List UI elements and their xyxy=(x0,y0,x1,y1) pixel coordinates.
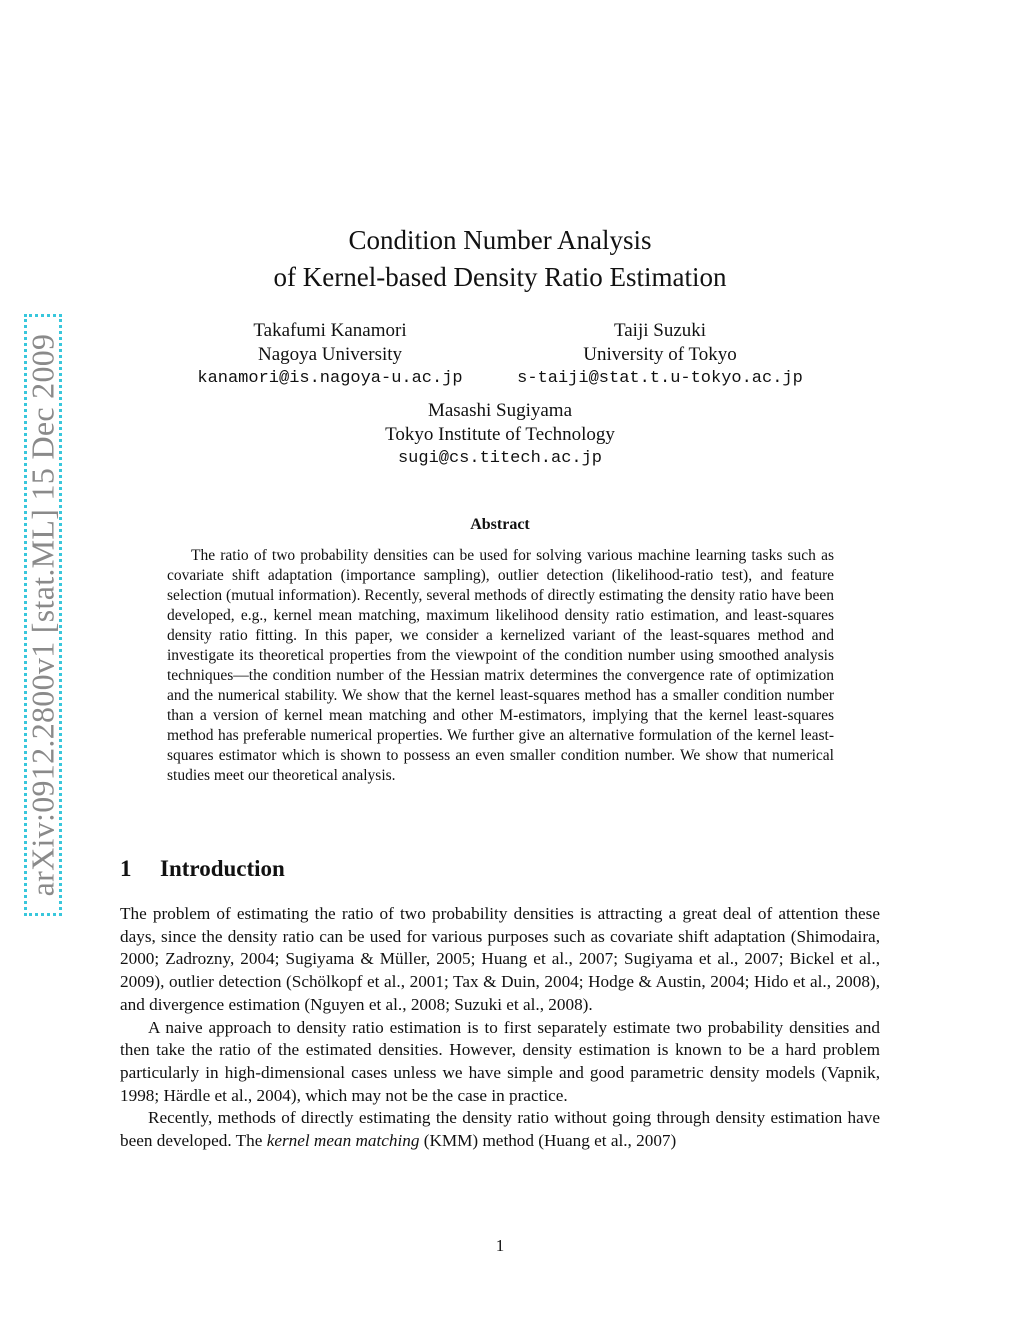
paragraph-3-end: (KMM) method (Huang et al., 2007) xyxy=(419,1131,677,1151)
page-number: 1 xyxy=(495,1236,505,1255)
section-number: 1 xyxy=(120,856,132,881)
author-block-3 xyxy=(320,399,680,471)
author-email[interactable]: s-taiji@stat.t.u-tokyo.ac.jp xyxy=(517,369,803,388)
author-affiliation: Nagoya University xyxy=(257,344,403,365)
author-email[interactable]: sugi@cs.titech.ac.jp xyxy=(397,449,603,468)
title-line-2: of Kernel-based Density Ratio Estimation xyxy=(273,262,727,292)
section-heading xyxy=(120,856,285,882)
author-name: Taiji Suzuki xyxy=(613,320,707,341)
paragraph-2: A naive approach to density ratio estimation is to first separately estimate two probability densities and then take the ratio of the estimated densities. However, density estimation is known to be a hard problem particularly in high-dimensional cases unless we have simple and good parametric density models (Vapnik, 1998; Härdle et al., 2004), which may not be the case in practice. xyxy=(120,1017,880,1105)
author-name: Masashi Sugiyama xyxy=(427,400,573,421)
paragraph-1: The problem of estimating the ratio of two probability densities is attracting a great deal of attention these days, since the density ratio can be used for various purposes such as covariate shift adaptation (Shimodaira, 2000; Zadrozny, 2004; Sugiyama & Müller, 2005; Huang et al., 2007; Sugiyama et al., 2007; Bickel et al., 2009), outlier detection (Schölkopf et al., 2001; Tax & Duin, 2004; Hodge & Austin, 2004; Hido et al., 2008), and divergence estimation (Nguyen et al., 2008; Suzuki et al., 2008). xyxy=(120,904,880,1014)
abstract-heading: Abstract xyxy=(470,516,530,533)
section-title: Introduction xyxy=(160,856,285,881)
author-affiliation: University of Tokyo xyxy=(583,344,737,365)
introduction-body xyxy=(120,903,880,1153)
author-affiliation: Tokyo Institute of Technology xyxy=(385,424,615,445)
author-block-2 xyxy=(480,319,840,391)
title-line-1: Condition Number Analysis xyxy=(348,225,652,255)
author-block-1 xyxy=(150,319,510,391)
paragraph-3-start: Recently, methods of directly estimating the density ratio without going through density estimation have been developed. The xyxy=(120,1108,880,1151)
paper-title xyxy=(120,222,880,296)
abstract-text: The ratio of two probability densities can be used for solving various machine learning tasks such as covariate shift adaptation (importance sampling), outlier detection (likelihood-ratio test), and feature selection (mutual information). Recently, several methods of directly estimating the density ratio have been developed, e.g., kernel mean matching, maximum likelihood density ratio estimation, and least-squares density ratio fitting. In this paper, we consider a kernelized variant of the least-squares method and investigate its theoretical properties from the viewpoint of the condition number using smoothed analysis techniques—the condition number of the Hessian matrix determines the convergence rate of optimization and the numerical stability. We show that the kernel least-squares method has a smaller condition number than a version of kernel mean matching and other M-estimators, implying that the kernel least-squares method has preferable numerical properties. We further give an alternative formulation of the kernel least-squares estimator which is shown to possess an even smaller condition number. We show that numerical studies meet our theoretical analysis. xyxy=(167,547,834,784)
arxiv-stamp xyxy=(24,314,62,916)
author-name: Takafumi Kanamori xyxy=(253,320,407,341)
paragraph-3 xyxy=(120,1107,880,1152)
author-email[interactable]: kanamori@is.nagoya-u.ac.jp xyxy=(197,369,463,388)
paragraph-3-emphasis: kernel mean matching xyxy=(266,1131,420,1151)
arxiv-stamp-text: arXiv:0912.2800v1 [stat.ML] 15 Dec 2009 xyxy=(24,333,61,897)
